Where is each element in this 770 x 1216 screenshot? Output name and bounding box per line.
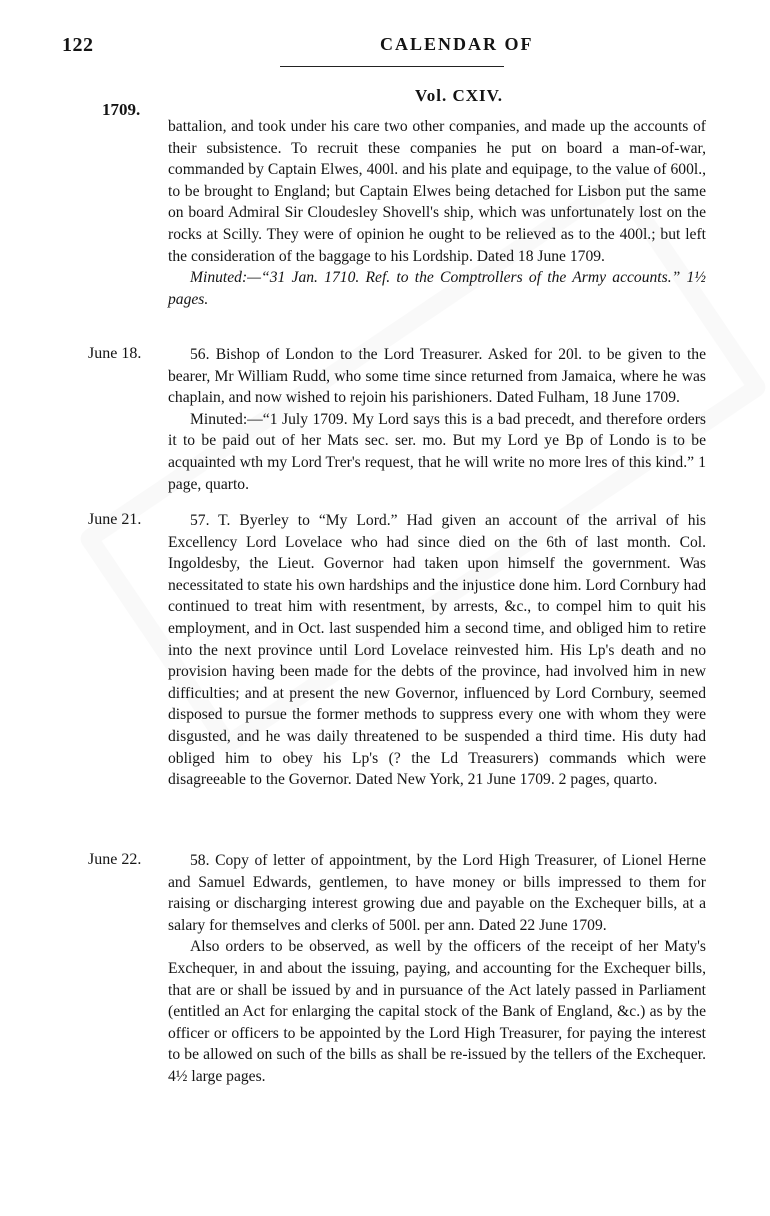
entry-continuation [168, 116, 706, 310]
entry-paragraph: 56. Bishop of London to the Lord Treasurer. Asked for 20l. to be given to the bearer, Mr William Rudd, who some time since returned from Jamaica, where he was chaplain, and now wished to rejoin his parishioners. Dated Fulham, 18 June 1709. [168, 346, 706, 407]
entry-58 [168, 850, 706, 1088]
entry-56 [168, 344, 706, 495]
header-rule [280, 66, 504, 67]
running-title: CALENDAR OF [380, 34, 534, 54]
entry-paragraph: 58. Copy of letter of appointment, by the Lord High Treasurer, of Lionel Herne and Samuel Edwards, gentlemen, to have money or bills impressed to them for raising or discharging interest growing due and payable on the Exchequer bills, at a salary for themselves and clerks of 500l. per ann. Dated 22 June 1709. [168, 852, 706, 934]
minute-note: Minuted:—“1 July 1709. My Lord says this is a bad precedt, and therefore orders it to be paid out of her Mats sec. ser. mo. But my Lord ye Bp of Londo is to be acquainted wth my Lord Trer's request, that he will write no more lres of this kind.” 1 page, quarto. [168, 410, 706, 493]
entry-paragraph: battalion, and took under his care two other companies, and made up the accounts of their subsistence. To recruit these companies he put on board a man-of-war, commanded by Captain Elwes, 400l. and his plate and equipage, to the value of 600l., to be brought to England; but Captain Elwes being detached for Lisbon put the same on board Admiral Sir Cloudesley Shovell's ship, which was unfortunately lost on the rocks at Scilly. They were of opinion he ought to be relieved as to the 400l.; but left the consideration of the baggage to his Lordship. Dated 18 June 1709. [168, 118, 706, 265]
entry-paragraph: Also orders to be observed, as well by the officers of the receipt of her Maty's Exchequer, in and about the issuing, paying, and accounting for the Exchequer bills, that are or shall be issued by and in pursuance of the Act lately passed in Parliament (entitled an Act for enlarging the capital stock of the Bank of England, &c.) as by the officer or officers to be appointed by the Lord High Treasurer, for paying the interest to be allowed on such of the bills as shall be re-issued by the tellers of the Exchequer. 4½ large pages. [168, 938, 706, 1085]
minute-note: Minuted:—“31 Jan. 1710. Ref. to the Comptrollers of the Army accounts.” 1½ pages. [168, 269, 706, 308]
entry-57 [168, 510, 706, 791]
margin-date: June 18. [88, 345, 142, 362]
page-number: 122 [62, 34, 94, 56]
margin-year: 1709. [102, 100, 141, 119]
margin-date: June 21. [88, 511, 142, 528]
volume-heading: Vol. CXIV. [415, 86, 503, 105]
margin-date: June 22. [88, 851, 142, 868]
entry-paragraph: 57. T. Byerley to “My Lord.” Had given an account of the arrival of his Excellency Lord Lovelace who had since died on the 6th of last month. Col. Ingoldesby, the Lieut. Governor had taken upon himself the government. Was necessitated to state his own hardships and the injustice done him. Lord Cornbury had continued to treat him with resentment, by arrests, &c., to compel him to quit his employment, and in Oct. last suspended him a second time, and obliged him to retire into the next province until Lord Lovelace reinvested him. His Lp's death and no provision having been made for the debts of the province, had involved him in new difficulties; and at present the new Governor, influenced by Lord Cornbury, seemed disposed to pursue the former methods to suppress every one with whom they were disgusted, and he was daily threatened to be suspended a third time. His duty had obliged him to obey his Lp's (? the Ld Treasurers) commands which were disagreeable to the Governor. Dated New York, 21 June 1709. 2 pages, quarto. [168, 512, 706, 789]
